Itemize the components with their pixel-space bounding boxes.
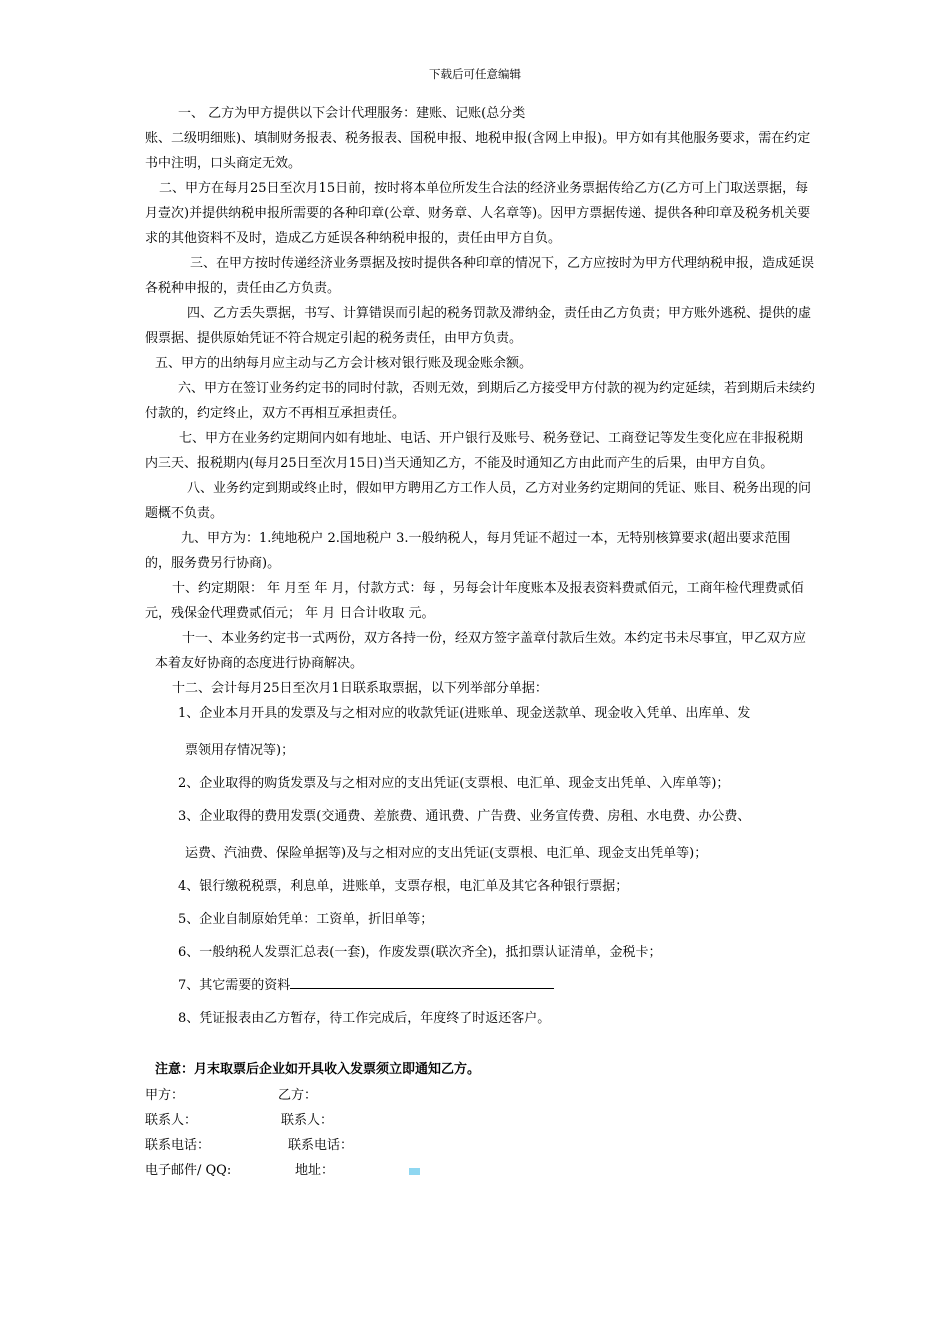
page-header: 下载后可任意编辑 — [429, 67, 521, 81]
list-item: 8、凭证报表由乙方暂存，待工作完成后，年度终了时返还客户。 — [178, 1011, 551, 1026]
clause-2: 二、甲方在每月25日至次月15日前，按时将本单位所发生合法的经济业务票据传给乙方(乙方可上门取送票据，每月壹次)并提供纳税申报所需要的各种印章(公章、财务章、人名章等)。因甲方票据传递、提供各种印章及税务机关要求的其他资料不及时，造成乙方延误各种纳税申报的，责任由甲方自负。 — [145, 181, 811, 246]
clause-11: 十一、本业务约定书一式两份，双方各持一份，经双方签字盖章付款后生效。本约定书未尽事宜，甲乙双方应本着友好协商的态度进行协商解决。 — [155, 631, 807, 671]
list-item-text: 1、企业本月开具的发票及与之相对应的收款凭证(进账单、现金送款单、现金收入凭单、出库单、发 — [178, 706, 751, 721]
contact-a-label: 联系人： — [145, 1113, 198, 1128]
list-item-text: 3、企业取得的费用发票(交通费、差旅费、通讯费、广告费、业务宣传费、房租、水电费、办公费、 — [178, 809, 751, 824]
list-item: 6、一般纳税人发票汇总表(一套)，作废发票(联次齐全)，抵扣票认证清单，金税卡； — [178, 945, 662, 960]
notice-text: 注意：月末取票后企业如开具收入发票须立即通知乙方。 — [155, 1062, 481, 1077]
fill-in-blank-line — [290, 976, 554, 989]
clause-7: 七、甲方在业务约定期间内如有地址、电话、开户银行及账号、税务登记、工商登记等发生变化应在非报税期内三天、报税期内(每月25日至次月15日)当天通知乙方，不能及时通知乙方由此而产生的后果，由甲方自负。 — [145, 431, 804, 471]
highlight-marker — [409, 1168, 420, 1175]
list-item: 4、银行缴税税票，利息单，进账单，支票存根，电汇单及其它各种银行票据； — [178, 879, 629, 894]
list-item — [145, 804, 815, 866]
list-item-continuation: 票领用存情况等)； — [185, 743, 295, 758]
email-a-label: 电子邮件/ QQ: — [145, 1163, 232, 1178]
document-list — [145, 701, 815, 1031]
signature-row-contact — [145, 1111, 333, 1131]
contact-b-label: 联系人： — [281, 1113, 334, 1128]
party-b-label: 乙方： — [278, 1088, 318, 1103]
clause-8: 八、业务约定到期或终止时，假如甲方聘用乙方工作人员，乙方对业务约定期间的凭证、账目、税务出现的问题概不负责。 — [145, 481, 812, 521]
signature-row-party — [145, 1086, 317, 1106]
phone-b-label: 联系电话： — [288, 1138, 354, 1153]
list-item — [145, 973, 815, 998]
phone-a-label: 联系电话： — [145, 1138, 211, 1153]
list-item — [145, 701, 815, 763]
address-b-label: 地址： — [295, 1163, 335, 1178]
clause-1-rest: 账、二级明细账)、填制财务报表、税务报表、国税申报、地税申报(含网上申报)。甲方如有其他服务要求，需在约定书中注明，口头商定无效。 — [145, 131, 811, 171]
list-item: 2、企业取得的购货发票及与之相对应的支出凭证(支票根、电汇单、现金支出凭单、入库单等)； — [178, 776, 730, 791]
list-item-text: 7、其它需要的资料 — [178, 978, 291, 993]
clause-9: 九、甲方为：1.纯地税户 2.国地税户 3.一般纳税人，每月凭证不超过一本，无特别核算要求(超出要求范围的，服务费另行协商)。 — [145, 531, 791, 571]
clause-1-line1: 一、 乙方为甲方提供以下会计代理服务：建账、记账(总分类 — [178, 106, 526, 121]
clause-10: 十、约定期限： 年 月至 年 月，付款方式：每 ，另每会计年度账本及报表资料费贰佰元，工商年检代理费贰佰元，残保金代理费贰佰元； 年 月 日合计收取 元。 — [145, 581, 804, 621]
clause-4: 四、乙方丢失票据，书写、计算错误而引起的税务罚款及滞纳金，责任由乙方负责；甲方账外逃税、提供的虚假票据、提供原始凭证不符合规定引起的税务责任，由甲方负责。 — [145, 306, 812, 346]
party-a-label: 甲方： — [145, 1088, 185, 1103]
signature-row-phone — [145, 1136, 353, 1156]
clause-5: 五、甲方的出纳每月应主动与乙方会计核对银行账及现金账余额。 — [155, 356, 533, 371]
clause-3: 三、在甲方按时传递经济业务票据及按时提供各种印章的情况下，乙方应按时为甲方代理纳税申报，造成延误各税种申报的，责任由乙方负责。 — [145, 256, 815, 296]
signature-row-address — [145, 1161, 334, 1181]
clause-6: 六、甲方在签订业务约定书的同时付款，否则无效，到期后乙方接受甲方付款的视为约定延续，若到期后未续约付款的，约定终止，双方不再相互承担责任。 — [145, 381, 816, 421]
clause-12: 十二、会计每月25日至次月1日联系取票据，以下列举部分单据： — [172, 681, 548, 696]
contract-body — [145, 101, 815, 1031]
list-item-continuation: 运费、汽油费、保险单据等)及与之相对应的支出凭证(支票根、电汇单、现金支出凭单等)； — [185, 846, 708, 861]
list-item: 5、企业自制原始凭单：工资单，折旧单等； — [178, 912, 434, 927]
